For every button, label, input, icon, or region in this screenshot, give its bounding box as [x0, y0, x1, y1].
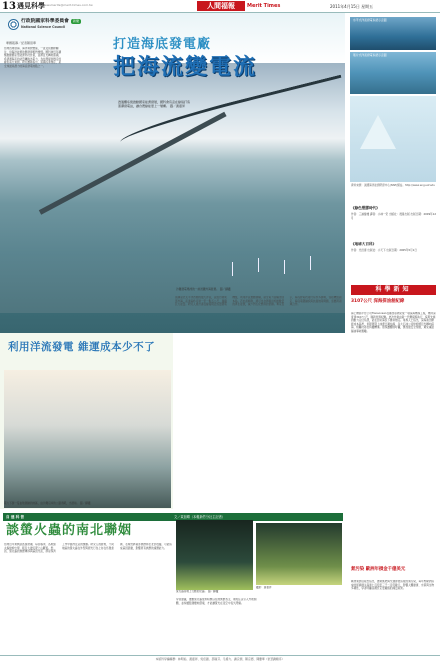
newspaper-logo-en: Merit Times — [247, 3, 281, 9]
ocean-caption: 電大下游一隻由航測繪的地區，由沙灘沿岸的公路遊戲，出展前。 圖／翻攝 — [4, 502, 91, 505]
byline: 專題報導／記者陳思華 — [6, 41, 37, 45]
news1-body: 海上鑽油平台公司Transocean在墨西哥灣完成一項深海鑽探工程，鑽井深度達3107公尺，刷新世界紀錄。此次作業由新一代鑽探船執行，採用先進的動力定位系統，能在惡劣海況下維持穩定。業界人士指出，深海油田開發成本高昂，但隨著陸上油源日漸枯竭，各大石油公司紛紛將目光轉向深海，相關技術也持續精進。環保團體則呼籲，應加強安全規範，避免重蹈漏油事故覆轍。 — [351, 312, 436, 333]
column-author: 文／黃加晴（本報新竹分社主記者） — [171, 513, 343, 521]
wind-turbine-icon — [310, 256, 311, 270]
ocean-photo — [4, 370, 171, 508]
nsc-logo-icon — [8, 19, 19, 30]
ocean-headline: 利用洋流發電 維運成本少不了 — [8, 341, 156, 353]
news2-headline: 氮污染 歐洲年損金千億美元 — [351, 567, 406, 572]
firefly-headline: 談螢火蟲的南北聯姻 — [6, 523, 133, 538]
column-tag: 自 達 科 普 — [3, 513, 171, 521]
wind-turbine-icon — [232, 262, 233, 276]
issue-date: 2011年4月15日 星期五 — [330, 4, 374, 9]
news2-body: 歐洲氮評估報告指出，農業施肥與交通排放造成的氮污染，每年對歐洲造成的經濟損失高達七百億至三千二百億歐元，影響人體健康、水質與生物多樣性，學者呼籲各國訂定更嚴格的減量政策。 — [351, 580, 434, 591]
diagram-source: 資料來源：美國海洋能源研發中心(NSE)網站。http://www.eng.usf.edu — [351, 184, 435, 187]
book2-info: 作者：光田康 出版社：小天下 出版日期：2005年5月1日 — [351, 249, 418, 252]
lead-text: 台灣四周環海，海洋資源豐富，一直受到國際關注，但海洋能源的開發卻相對緩慢。國科會近年積極推動國家型能源科技計畫，並將目光轉向黑潮，希望將海流的能量轉換為電力，為台灣提供穩定的綠色電力來源。研究團隊指出，黑潮流速穩定，是全球最具潛力的海流發電地點之一。 — [4, 47, 62, 68]
section-title: 遇見科學 — [17, 2, 45, 10]
diagram-blade-turbine — [350, 52, 436, 94]
mid-photo-caption: 沙灘發電場洲的一處淺灘外海發展。 圖／翻攝 — [176, 287, 231, 291]
turbine-shape-icon — [360, 115, 396, 149]
headline-title: 把海流變電流 — [113, 55, 258, 80]
site-email: newsmerits@merit-times.com.tw — [43, 3, 93, 7]
wind-turbine-icon — [284, 260, 285, 274]
page-number: 13 — [2, 1, 16, 12]
mid-body-text: 黑潮是北太平洋西側的強大洋流，流經台灣東部外海，流速每秒可達一至一點五公尺，蘊藏巨大能量。研究人員計畫在綠島附近設置發電機組，利用洋流推動渦輪，產生電力並輸送回本島。若計畫順利，將可為台灣提供相當數量的再生能源，減少對石化燃料的依賴。專家表示，海流發電技術仍有許多挑戰，包括機組固定、海底電纜鋪設與抗腐蝕等問題，需要跨領域合作。 — [175, 296, 342, 307]
firefly-photo-2 — [256, 523, 342, 585]
diagram-1-caption: 水平式洋流發電系統示意圖 — [353, 18, 387, 22]
book1-title: 《綠色塑膠時代》 — [351, 206, 380, 210]
book1-info: 作者：三浦健雄 譯者：小林一宏 出版社：晨星出版 出版日期：2009年12月 — [351, 213, 436, 220]
headline-kicker: 打造海底發電廠 — [113, 37, 212, 52]
book2-title: 《地球大百科》 — [351, 242, 377, 246]
newspaper-logo: 人間福報 — [197, 1, 245, 11]
firefly-body: 台灣近年來興起賞螢熱潮，每到春季，各地螢火蟲紛紛出現，吸引大批民眾上山觀賞。然而，螢火蟲的族群遷移與基因交流，卻是保育工作中值得注意的課題。研究人員發現，不同地區的螢火蟲在外型與發光行為上存在些微差異，若貿然將南部族群移至北部放養，可能造成基因混雜，影響原有族群的適應能力。 — [4, 543, 172, 554]
nsc-news-badge: 新聞 — [72, 19, 79, 23]
news1-headline: 3107公尺 深海探油創紀錄 — [351, 299, 405, 304]
firefly-photo — [176, 520, 253, 590]
firefly-caption-2: 攝影：黃嘉昇 — [256, 586, 272, 589]
firefly-body-2: 學者建議，推動螢火蟲復育時應以在地族群為主，避免任意引入外地個體，並持續監測棲地環境，才能讓螢光在夜空中長久閃耀。 — [176, 598, 257, 605]
page-footer: 本版科學編輯群：林明佑、黃嘉昇、吳佳蕙、邵瑞芬、毛偉力、謝宗源、陳宗德、陳慶華（依筆劃順序） — [0, 655, 440, 663]
hero-caption: 透過體系統推動國家能源發展，國科會有意在綠島打造黑潮發電站，讓台灣綠能更上一層樓。 圖／黃嘉昇 — [118, 100, 191, 108]
nsc-name-en: National Science Council — [21, 25, 66, 29]
nsc-name: 行政院國家科學委員會 — [21, 19, 69, 24]
science-news-flag: 科學新知 — [351, 285, 436, 295]
wind-turbine-icon — [258, 258, 259, 272]
diagram-2-caption: 葉片式洋流發電系統示意圖 — [353, 53, 387, 57]
firefly-caption-1: 螢火蟲是晚上行動的昆蟲。 圖／翻攝 — [176, 590, 219, 593]
